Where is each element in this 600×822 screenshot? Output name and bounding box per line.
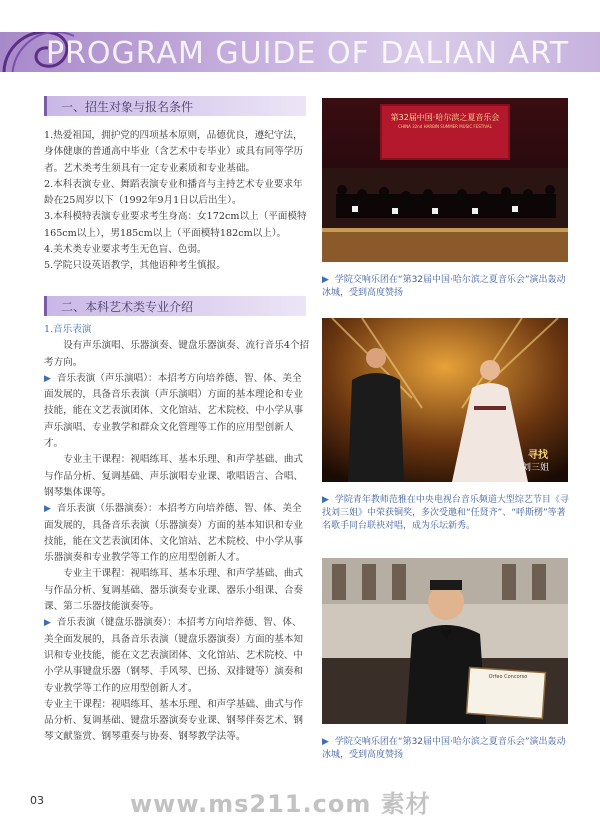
page-number: 03: [30, 794, 44, 807]
orchestra-photo: [322, 98, 568, 262]
vocal-description: 音乐表演（声乐演唱）：本招考方向培养德、智、体、美全面发展的，具备音乐表演（声乐演唱）方面的基本理论和专业技能，能在文艺表演团体、文化馆站、艺术院校、中小学从事声乐演唱、专业教学和群众文化管理等工作的应用型创新人才。: [44, 372, 304, 450]
certificate-photo: [322, 558, 568, 724]
triangle-bullet-icon: ▶: [322, 275, 329, 285]
stage-subtitle: CHINA 32nd HARBIN SUMMER MUSIC FESTIVAL: [398, 124, 492, 129]
certificate-text: Orfeo Concorso: [488, 674, 528, 680]
screen-text-name: 刘三姐: [522, 463, 550, 473]
vocal-courses: 专业主干课程：视唱练耳、基本乐理、和声学基础、曲式与作品分析、复调基础、声乐演唱专业课、歌唱语言、合唱、钢琴集体课等。: [44, 454, 304, 498]
singers-photo: [322, 318, 568, 482]
condition-item: 5.学院只设英语教学，其他语种考生慎报。: [44, 260, 226, 272]
singers-caption: ▶ 学院青年教师范雅在中央电视台音乐频道大型综艺节目《寻找刘三姐》中荣获铜奖，多次受邀和“任贤齐”、“呼斯楞”等著名歌手同台联袂对唱，成为乐坛新秀。: [322, 495, 569, 531]
major-intro: 设有声乐演唱、乐器演奏、键盘乐器演奏、流行音乐4个招考方向。: [44, 340, 310, 368]
section-header-majors: [44, 296, 306, 316]
screen-text-search: 寻找: [528, 450, 548, 461]
condition-item: 4.美术类专业要求考生无色盲、色弱。: [44, 244, 207, 256]
majors-description: [44, 322, 310, 746]
triangle-bullet-icon: ▶: [44, 618, 51, 629]
condition-item: 3.本科模特表演专业要求考生身高：女172cm以上（平面模特165cm以上），男185cm以上（平面模特182cm以上）。: [44, 211, 307, 239]
condition-item: 1.热爱祖国，拥护党的四项基本原则，品德优良，遵纪守法，身体健康的普通高中毕业（含艺术中专毕业）或具有同等学历者。艺术类考生须具有一定专业素质和专业基础。: [44, 130, 304, 174]
watermark: www.ms211.com 素材: [130, 790, 431, 818]
section-title: 一、招生对象与报名条件: [61, 100, 194, 114]
stage-title: 第32届中国·哈尔滨之夏音乐会: [390, 113, 500, 122]
major-subtitle: 1.音乐表演: [44, 324, 92, 335]
triangle-bullet-icon: ▶: [44, 373, 51, 384]
triangle-bullet-icon: ▶: [322, 737, 329, 747]
instrument-courses: 专业主干课程：视唱练耳、基本乐理、和声学基础、曲式与作品分析、复调基础、器乐演奏专业课、器乐小组课、合奏课、第二乐器技能演奏等。: [44, 568, 304, 613]
keyboard-description: 音乐表演（键盘乐器演奏）：本招考方向培养德、智、体、美全面发展的，具备音乐表演（键盘乐器演奏）方面的基本知识和专业技能，能在文艺表演团体、文化馆站、艺术院校、中小学从事键盘乐器（钢琴、手风琴、巴扬、双排键等）演奏和专业教学等工作的应用型创新人才。: [44, 617, 304, 694]
condition-item: 2.本科表演专业、舞蹈表演专业和播音与主持艺术专业要求年龄在25周岁以下（1992年9月1日以后出生）。: [44, 178, 303, 207]
keyboard-courses: 专业主干课程：视唱练耳、基本乐理、和声学基础、曲式与作品分析、复调基础、键盘乐器演奏专业课、钢琴伴奏艺术、钢琴文献鉴赏、钢琴重奏与协奏、钢琴教学法等。: [44, 698, 304, 743]
section-title: 二、本科艺术类专业介绍: [61, 300, 194, 314]
section-header-admission: [44, 96, 306, 116]
certificate-caption: ▶ 学院交响乐团在“第32届中国·哈尔滨之夏音乐会”演出轰动冰城，受到高度赞扬: [322, 737, 566, 760]
banner-title: PROGRAM GUIDE OF DALIAN ART: [46, 36, 570, 71]
orchestra-caption: ▶ 学院交响乐团在“第32届中国·哈尔滨之夏音乐会”演出轰动冰城，受到高度赞扬: [322, 275, 566, 298]
instrument-description: 音乐表演（乐器演奏）：本招考方向培养德、智、体、美全面发展的，具备音乐表演（乐器演奏）方面的基本知识和专业技能，能在文艺表演团体、文化馆站、艺术院校、中小学从事乐器演奏和专业教学等工作的应用型创新人才。: [44, 503, 304, 564]
admission-conditions: [44, 128, 310, 275]
certificate-illustration: [322, 558, 568, 724]
triangle-bullet-icon: ▶: [44, 504, 51, 515]
header-banner: [0, 32, 600, 72]
triangle-bullet-icon: ▶: [322, 495, 329, 505]
